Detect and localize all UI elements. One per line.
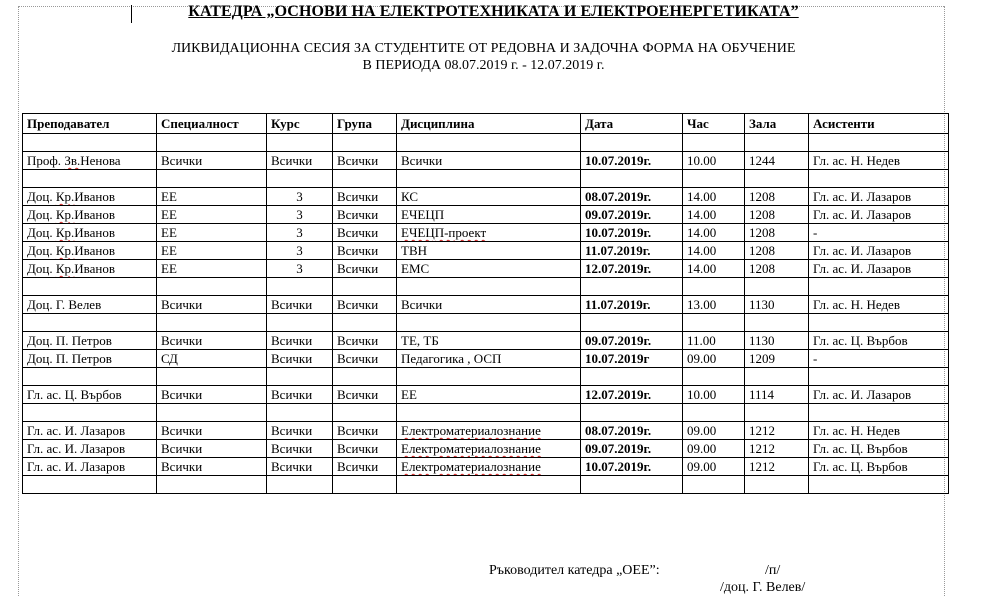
cell-room: 1212 xyxy=(745,458,809,476)
cell-date: 08.07.2019г. xyxy=(581,188,683,206)
cell-group: Всички xyxy=(333,422,397,440)
cell-group xyxy=(333,314,397,332)
cell-assistants: Гл. ас. И. Лазаров xyxy=(809,242,949,260)
cell-discipline xyxy=(397,314,581,332)
cell-date xyxy=(581,404,683,422)
cell-specialty: ЕЕ xyxy=(157,206,267,224)
cell-room: 1209 xyxy=(745,350,809,368)
cell-time xyxy=(683,170,745,188)
cell-specialty: Всички xyxy=(157,152,267,170)
cell-teacher: Доц. Г. Велев xyxy=(23,296,157,314)
cell-discipline: Електроматериалознание xyxy=(397,440,581,458)
cell-year: Всички xyxy=(267,422,333,440)
cell-assistants xyxy=(809,170,949,188)
cell-date xyxy=(581,134,683,152)
spacer-row xyxy=(23,314,949,332)
table-row xyxy=(23,206,949,224)
cell-specialty xyxy=(157,476,267,494)
cell-assistants xyxy=(809,476,949,494)
cell-assistants: - xyxy=(809,224,949,242)
table-row xyxy=(23,386,949,404)
cell-year: Всички xyxy=(267,296,333,314)
cell-time xyxy=(683,314,745,332)
document-title: КАТЕДРА „ОСНОВИ НА ЕЛЕКТРОТЕХНИКАТА И ЕЛЕКТРОЕНЕРГЕТИКАТА” xyxy=(188,3,799,20)
cell-teacher xyxy=(23,314,157,332)
cell-assistants xyxy=(809,404,949,422)
cell-year xyxy=(267,170,333,188)
table-row xyxy=(23,188,949,206)
cell-time xyxy=(683,476,745,494)
cell-time: 09.00 xyxy=(683,458,745,476)
cell-discipline: ЕМС xyxy=(397,260,581,278)
column-header: Асистенти xyxy=(809,114,949,134)
cell-group xyxy=(333,134,397,152)
cell-room xyxy=(745,314,809,332)
cell-room: 1212 xyxy=(745,440,809,458)
cell-discipline xyxy=(397,278,581,296)
cell-assistants: Гл. ас. Ц. Върбов xyxy=(809,458,949,476)
cell-assistants: Гл. ас. И. Лазаров xyxy=(809,206,949,224)
cell-room: 1208 xyxy=(745,206,809,224)
column-header: Специалност xyxy=(157,114,267,134)
signature-label: Ръководител катедра „ОЕЕ”: xyxy=(489,563,660,578)
cell-discipline: Електроматериалознание xyxy=(397,422,581,440)
cell-room xyxy=(745,134,809,152)
cell-date: 10.07.2019г xyxy=(581,350,683,368)
column-header: Курс xyxy=(267,114,333,134)
cell-group xyxy=(333,476,397,494)
cell-time: 14.00 xyxy=(683,224,745,242)
cell-group: Всички xyxy=(333,350,397,368)
cell-year xyxy=(267,368,333,386)
cell-specialty xyxy=(157,170,267,188)
cell-group: Всички xyxy=(333,242,397,260)
table-row xyxy=(23,152,949,170)
cell-date: 08.07.2019г. xyxy=(581,422,683,440)
cell-room: 1208 xyxy=(745,224,809,242)
cell-discipline: ЕЧЕЦП-проект xyxy=(397,224,581,242)
cell-specialty: Всички xyxy=(157,458,267,476)
cell-room xyxy=(745,170,809,188)
cell-group: Всички xyxy=(333,440,397,458)
page-margin-left xyxy=(18,6,19,596)
cell-group: Всички xyxy=(333,386,397,404)
cell-time: 11.00 xyxy=(683,332,745,350)
cell-assistants: Гл. ас. Н. Недев xyxy=(809,422,949,440)
table-header-row xyxy=(23,114,949,134)
cell-date: 10.07.2019г. xyxy=(581,152,683,170)
cell-teacher xyxy=(23,404,157,422)
cell-discipline: Всички xyxy=(397,296,581,314)
cell-discipline: ЕЕ xyxy=(397,386,581,404)
cell-year: Всички xyxy=(267,386,333,404)
cell-assistants: Гл. ас. Ц. Върбов xyxy=(809,440,949,458)
table-row xyxy=(23,260,949,278)
cell-room xyxy=(745,278,809,296)
cell-assistants: Гл. ас. Н. Недев xyxy=(809,296,949,314)
cell-group: Всички xyxy=(333,206,397,224)
cell-teacher: Гл. ас. Ц. Върбов xyxy=(23,386,157,404)
cell-specialty xyxy=(157,278,267,296)
cell-specialty: Всички xyxy=(157,422,267,440)
cell-assistants xyxy=(809,368,949,386)
cell-date: 09.07.2019г. xyxy=(581,440,683,458)
cell-room: 1212 xyxy=(745,422,809,440)
cell-room: 1244 xyxy=(745,152,809,170)
column-header: Дата xyxy=(581,114,683,134)
cell-teacher: Доц. Кр.Иванов xyxy=(23,188,157,206)
cell-teacher: Гл. ас. И. Лазаров xyxy=(23,440,157,458)
column-header: Зала xyxy=(745,114,809,134)
spacer-row xyxy=(23,404,949,422)
cell-assistants xyxy=(809,314,949,332)
column-header: Група xyxy=(333,114,397,134)
signature-mark: /п/ xyxy=(765,563,781,578)
cell-teacher: Доц. Кр.Иванов xyxy=(23,224,157,242)
cell-discipline xyxy=(397,404,581,422)
cell-assistants: - xyxy=(809,350,949,368)
signature-name: /доц. Г. Велев/ xyxy=(720,580,806,595)
cell-teacher: Доц. П. Петров xyxy=(23,332,157,350)
cell-room xyxy=(745,476,809,494)
cell-date: 11.07.2019г. xyxy=(581,242,683,260)
cell-date xyxy=(581,170,683,188)
table-row xyxy=(23,422,949,440)
cell-specialty xyxy=(157,314,267,332)
cell-discipline: ЕЧЕЦП xyxy=(397,206,581,224)
cell-year xyxy=(267,404,333,422)
cell-date: 09.07.2019г. xyxy=(581,206,683,224)
cell-specialty: Всички xyxy=(157,296,267,314)
cell-group xyxy=(333,368,397,386)
column-header: Дисциплина xyxy=(397,114,581,134)
spacer-row xyxy=(23,134,949,152)
table-row xyxy=(23,440,949,458)
cell-specialty xyxy=(157,368,267,386)
cell-year: Всички xyxy=(267,152,333,170)
cell-specialty xyxy=(157,134,267,152)
cell-year: 3 xyxy=(267,188,333,206)
cell-room: 1208 xyxy=(745,188,809,206)
cell-date: 12.07.2019г. xyxy=(581,386,683,404)
cell-teacher: Проф. Зв.Ненова xyxy=(23,152,157,170)
cell-year: Всички xyxy=(267,332,333,350)
cell-teacher: Гл. ас. И. Лазаров xyxy=(23,458,157,476)
spacer-row xyxy=(23,278,949,296)
cell-time: 10.00 xyxy=(683,386,745,404)
cell-room: 1208 xyxy=(745,260,809,278)
cell-discipline xyxy=(397,170,581,188)
table-row xyxy=(23,350,949,368)
cell-specialty: ЕЕ xyxy=(157,224,267,242)
cell-group: Всички xyxy=(333,260,397,278)
spacer-row xyxy=(23,170,949,188)
cell-date xyxy=(581,314,683,332)
cell-year xyxy=(267,476,333,494)
cell-specialty: Всички xyxy=(157,440,267,458)
cell-discipline: КС xyxy=(397,188,581,206)
cell-specialty: Всички xyxy=(157,386,267,404)
cell-date: 10.07.2019г. xyxy=(581,224,683,242)
cell-teacher xyxy=(23,476,157,494)
session-subtitle: ЛИКВИДАЦИОННА СЕСИЯ ЗА СТУДЕНТИТЕ ОТ РЕДОВНА И ЗАДОЧНА ФОРМА НА ОБУЧЕНИЕ xyxy=(171,41,796,56)
cell-group xyxy=(333,404,397,422)
cell-room: 1130 xyxy=(745,332,809,350)
cell-date: 11.07.2019г. xyxy=(581,296,683,314)
cell-teacher: Доц. Кр.Иванов xyxy=(23,206,157,224)
cell-time: 14.00 xyxy=(683,260,745,278)
cell-discipline xyxy=(397,368,581,386)
cell-time xyxy=(683,404,745,422)
cell-assistants xyxy=(809,278,949,296)
cell-time: 13.00 xyxy=(683,296,745,314)
cell-teacher xyxy=(23,368,157,386)
cell-specialty: ЕЕ xyxy=(157,188,267,206)
cell-specialty xyxy=(157,404,267,422)
cell-time: 10.00 xyxy=(683,152,745,170)
cell-teacher: Доц. П. Петров xyxy=(23,350,157,368)
cell-group: Всички xyxy=(333,188,397,206)
cell-specialty: Всички xyxy=(157,332,267,350)
spacer-row xyxy=(23,476,949,494)
cell-time: 09.00 xyxy=(683,350,745,368)
cell-time: 14.00 xyxy=(683,242,745,260)
cell-discipline xyxy=(397,476,581,494)
cell-discipline: Електроматериалознание xyxy=(397,458,581,476)
cell-teacher xyxy=(23,278,157,296)
cell-time xyxy=(683,368,745,386)
cell-discipline: Педагогика , ОСП xyxy=(397,350,581,368)
column-header: Час xyxy=(683,114,745,134)
cell-time xyxy=(683,278,745,296)
cell-date xyxy=(581,368,683,386)
cell-year: Всички xyxy=(267,458,333,476)
table-row xyxy=(23,242,949,260)
cell-year: 3 xyxy=(267,206,333,224)
cell-group: Всички xyxy=(333,296,397,314)
exam-schedule-table xyxy=(22,113,949,494)
cell-teacher xyxy=(23,134,157,152)
cell-group: Всички xyxy=(333,458,397,476)
cell-date xyxy=(581,476,683,494)
cell-assistants xyxy=(809,134,949,152)
cell-group: Всички xyxy=(333,152,397,170)
cell-year xyxy=(267,314,333,332)
cell-discipline xyxy=(397,134,581,152)
cell-discipline: ТВН xyxy=(397,242,581,260)
cell-year xyxy=(267,278,333,296)
cell-teacher: Доц. Кр.Иванов xyxy=(23,260,157,278)
table-row xyxy=(23,332,949,350)
cell-time: 14.00 xyxy=(683,206,745,224)
cell-assistants: Гл. ас. И. Лазаров xyxy=(809,386,949,404)
cell-assistants: Гл. ас. Ц. Върбов xyxy=(809,332,949,350)
cell-assistants: Гл. ас. И. Лазаров xyxy=(809,188,949,206)
cell-date: 12.07.2019г. xyxy=(581,260,683,278)
cell-teacher: Гл. ас. И. Лазаров xyxy=(23,422,157,440)
table-row xyxy=(23,458,949,476)
cell-time: 14.00 xyxy=(683,188,745,206)
cell-year: Всички xyxy=(267,440,333,458)
cell-year: 3 xyxy=(267,224,333,242)
cell-group xyxy=(333,278,397,296)
cell-room xyxy=(745,404,809,422)
cell-room: 1130 xyxy=(745,296,809,314)
cell-year xyxy=(267,134,333,152)
cell-teacher: Доц. Кр.Иванов xyxy=(23,242,157,260)
cell-year: 3 xyxy=(267,242,333,260)
cell-room xyxy=(745,368,809,386)
session-period: В ПЕРИОДА 08.07.2019 г. - 12.07.2019 г. xyxy=(362,58,605,73)
column-header: Преподавател xyxy=(23,114,157,134)
cell-time: 09.00 xyxy=(683,440,745,458)
cell-discipline: Всички xyxy=(397,152,581,170)
table-row xyxy=(23,296,949,314)
cell-year: 3 xyxy=(267,260,333,278)
cell-teacher xyxy=(23,170,157,188)
table-row xyxy=(23,224,949,242)
cell-date: 10.07.2019г. xyxy=(581,458,683,476)
cell-group: Всички xyxy=(333,224,397,242)
cell-room: 1208 xyxy=(745,242,809,260)
cell-year: Всички xyxy=(267,350,333,368)
cell-time: 09.00 xyxy=(683,422,745,440)
cell-room: 1114 xyxy=(745,386,809,404)
cell-date xyxy=(581,278,683,296)
cell-specialty: СД xyxy=(157,350,267,368)
spacer-row xyxy=(23,368,949,386)
cell-time xyxy=(683,134,745,152)
cell-assistants: Гл. ас. И. Лазаров xyxy=(809,260,949,278)
cell-date: 09.07.2019г. xyxy=(581,332,683,350)
cell-discipline: ТЕ, ТБ xyxy=(397,332,581,350)
cell-group: Всички xyxy=(333,332,397,350)
cell-assistants: Гл. ас. Н. Недев xyxy=(809,152,949,170)
cell-specialty: ЕЕ xyxy=(157,260,267,278)
cell-group xyxy=(333,170,397,188)
cell-specialty: ЕЕ xyxy=(157,242,267,260)
